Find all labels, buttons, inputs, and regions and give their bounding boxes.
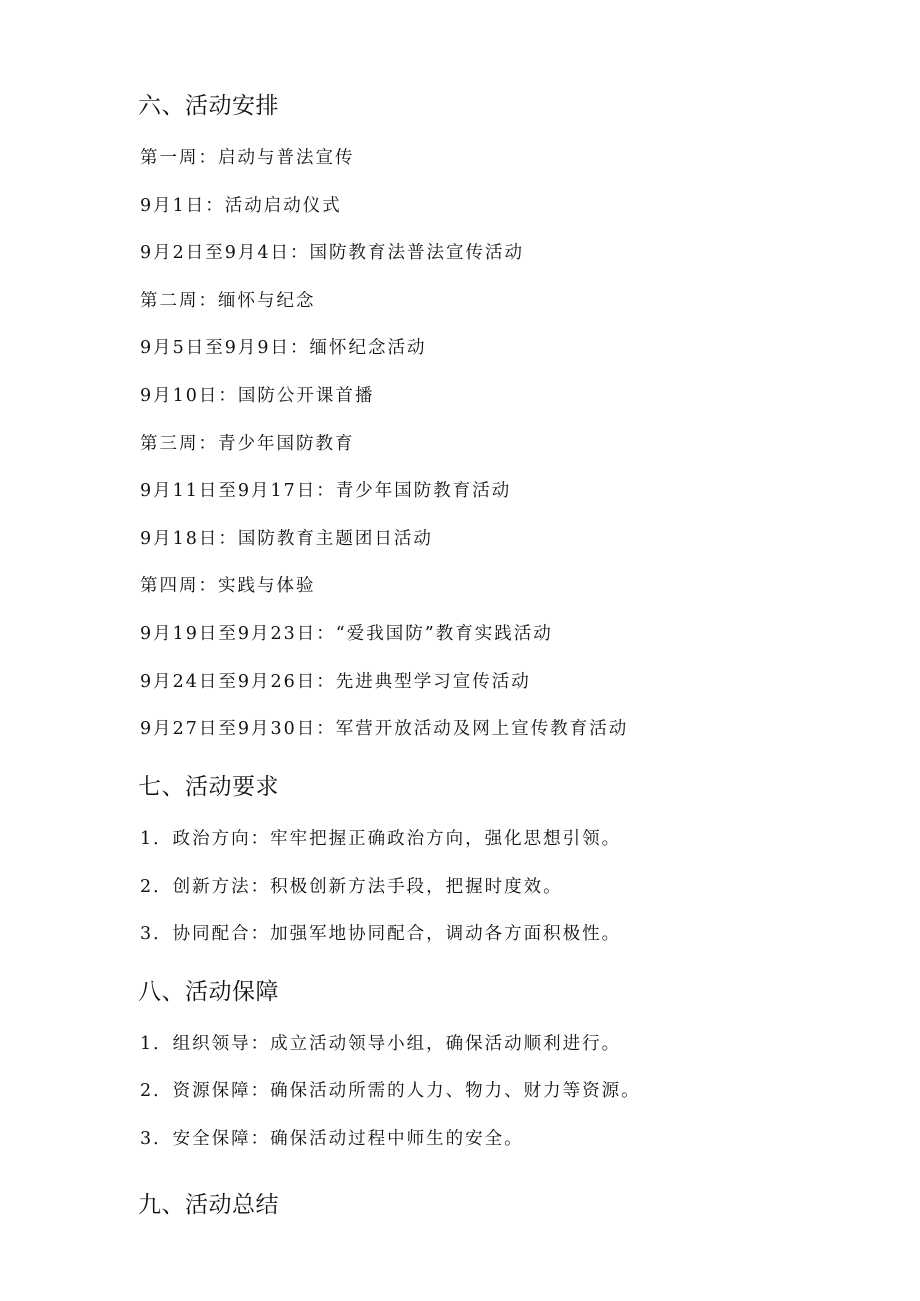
section-heading-support: 八、活动保障	[138, 979, 279, 1005]
section-heading-arrangement: 六、活动安排	[138, 93, 279, 119]
support-item: 2．资源保障：确保活动所需的人力、物力、财力等资源。	[140, 1081, 641, 1101]
schedule-line: 9月2日至9月4日：国防教育法普法宣传活动	[140, 243, 525, 263]
requirement-item: 3．协同配合：加强军地协同配合，调动各方面积极性。	[140, 924, 622, 944]
schedule-line: 9月24日至9月26日：先进典型学习宣传活动	[140, 672, 531, 692]
week-3-heading: 第三周：青少年国防教育	[140, 434, 355, 454]
schedule-line: 9月1日：活动启动仪式	[140, 196, 342, 216]
schedule-line: 9月27日至9月30日：军营开放活动及网上宣传教育活动	[140, 719, 629, 739]
schedule-line: 9月19日至9月23日：“爱我国防”教育实践活动	[140, 624, 553, 644]
section-heading-summary: 九、活动总结	[138, 1192, 279, 1218]
support-item: 3．安全保障：确保活动过程中师生的安全。	[140, 1129, 524, 1149]
section-heading-requirements: 七、活动要求	[138, 774, 279, 800]
requirement-item: 1．政治方向：牢牢把握正确政治方向，强化思想引领。	[140, 829, 622, 849]
week-4-heading: 第四周：实践与体验	[140, 576, 316, 596]
support-item: 1．组织领导：成立活动领导小组，确保活动顺利进行。	[140, 1034, 622, 1054]
schedule-line: 9月11日至9月17日：青少年国防教育活动	[140, 481, 512, 501]
requirement-item: 2．创新方法：积极创新方法手段，把握时度效。	[140, 877, 563, 897]
schedule-line: 9月18日：国防教育主题团日活动	[140, 529, 433, 549]
week-2-heading: 第二周：缅怀与纪念	[140, 291, 316, 311]
schedule-line: 9月10日：国防公开课首播	[140, 386, 375, 406]
week-1-heading: 第一周：启动与普法宣传	[140, 148, 355, 168]
schedule-line: 9月5日至9月9日：缅怀纪念活动	[140, 338, 427, 358]
